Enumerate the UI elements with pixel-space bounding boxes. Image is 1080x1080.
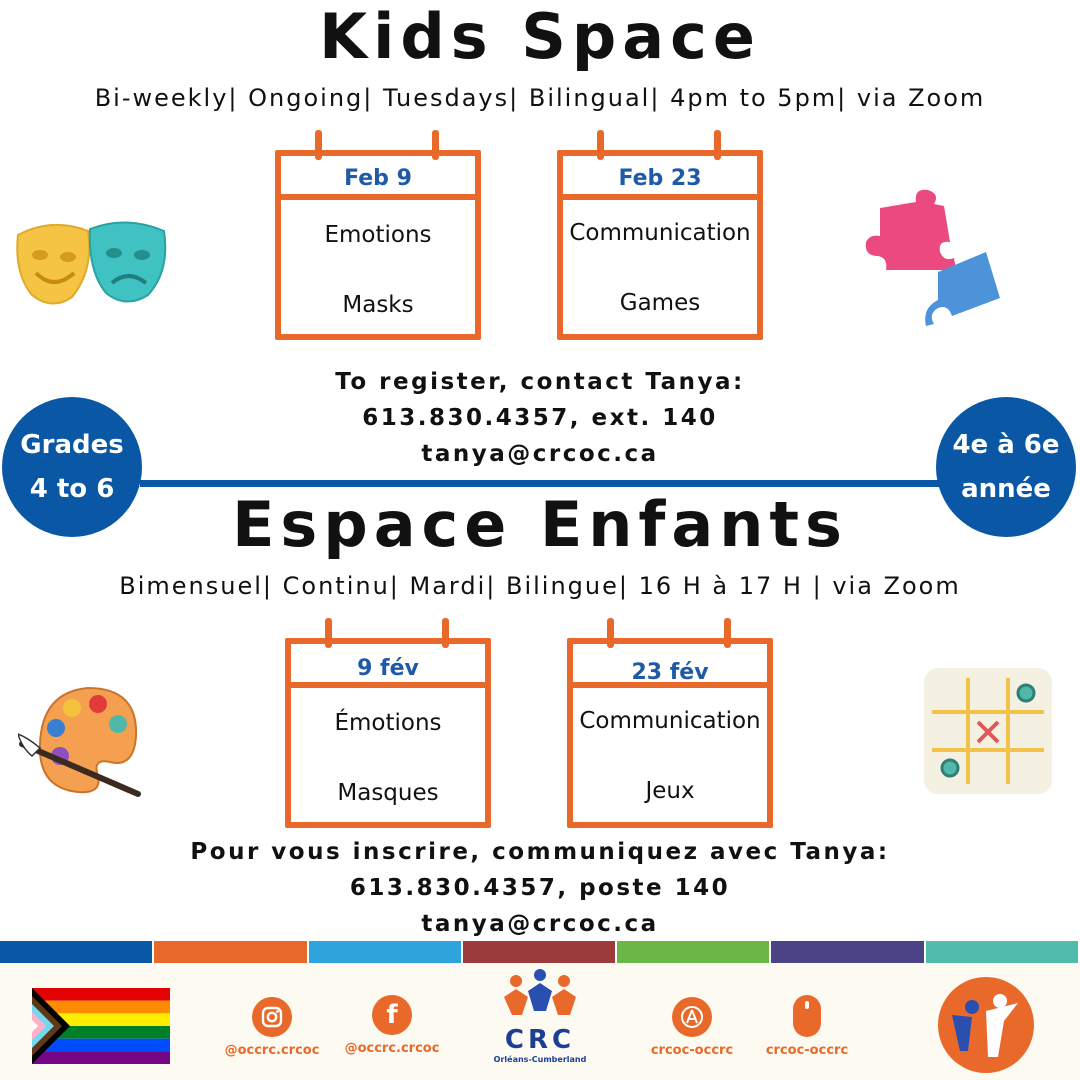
calendar-ring [597, 130, 604, 160]
calendar-card [567, 638, 773, 828]
calendar-header-bar [563, 194, 757, 200]
calendar-ring [724, 618, 731, 648]
web-handle: crcoc-occrc [765, 1043, 849, 1058]
session-date: Feb 9 [344, 166, 412, 191]
session-topic-1: Communication [569, 220, 751, 246]
session-date: 9 fév [357, 656, 419, 681]
badge-line: 4e à 6e [952, 430, 1060, 460]
color-stripe [0, 941, 152, 963]
calendar-card [285, 638, 491, 828]
phone-number: 613.830.4357, poste 140 [349, 875, 731, 901]
session-topic-2: Games [619, 290, 701, 316]
color-stripe [926, 941, 1078, 963]
english-contact [0, 364, 1080, 472]
calendar-ring [442, 618, 449, 648]
facebook-icon: f [372, 995, 412, 1035]
session-topic-1: Emotions [324, 222, 432, 248]
website-link[interactable] [755, 995, 859, 1058]
tic-tac-toe-icon [924, 668, 1052, 794]
badge-line: Grades [20, 430, 124, 460]
logo-subtext: Orléans-Cumberland [493, 1055, 587, 1064]
progress-pride-flag-icon [32, 988, 170, 1064]
app-handle: crcoc-occrc [650, 1043, 734, 1058]
app-store-link[interactable] [640, 997, 744, 1058]
calendar-ring [325, 618, 332, 648]
calendar-ring [432, 130, 439, 160]
facebook-handle: @occrc.crcoc [344, 1041, 440, 1056]
session-date: 23 fév [631, 660, 709, 685]
instagram-handle: @occrc.crcoc [224, 1043, 320, 1058]
register-text: Pour vous inscrire, communiquez avec Tanya: [190, 839, 890, 865]
instagram-link[interactable] [220, 997, 324, 1058]
email-link[interactable]: tanya@crcoc.ca [421, 911, 659, 937]
color-stripe [463, 941, 615, 963]
color-stripe [771, 941, 923, 963]
session-topic-2: Jeux [645, 778, 695, 804]
color-stripe [617, 941, 769, 963]
divider-line [140, 480, 940, 487]
session-topic-2: Masques [337, 780, 439, 806]
color-stripe [309, 941, 461, 963]
color-stripe [154, 941, 306, 963]
english-title: Kids Space [319, 0, 761, 73]
crc-logo-mark [500, 967, 580, 1029]
session-topic-2: Masks [342, 292, 414, 318]
calendar-header-bar [291, 682, 485, 688]
session-topic-1: Émotions [334, 710, 442, 736]
email-link[interactable]: tanya@crcoc.ca [421, 441, 659, 467]
puzzle-icon [860, 188, 1010, 328]
french-schedule: Bimensuel| Continu| Mardi| Bilingue| 16 H à 17 H | via Zoom [119, 572, 961, 600]
calendar-ring [714, 130, 721, 160]
facebook-link[interactable] [340, 995, 444, 1056]
session-date: Feb 23 [618, 166, 702, 191]
english-schedule: Bi-weekly| Ongoing| Tuesdays| Bilingual| 4pm to 5pm| via Zoom [94, 84, 986, 112]
logo-text: CRC [504, 1025, 576, 1055]
phone-number: 613.830.4357, ext. 140 [362, 405, 718, 431]
crc-logo [490, 967, 590, 1064]
organization-emblem-icon [938, 977, 1034, 1073]
theater-masks-icon [12, 215, 172, 315]
paint-palette-icon [18, 682, 148, 802]
calendar-ring [315, 130, 322, 160]
calendar-ring [607, 618, 614, 648]
french-contact [0, 834, 1080, 942]
app-store-icon [672, 997, 712, 1037]
register-text: To register, contact Tanya: [335, 369, 745, 395]
footer [0, 963, 1080, 1080]
french-title: Espace Enfants [232, 488, 848, 561]
badge-line: année [961, 474, 1051, 504]
badge-line: 4 to 6 [29, 474, 115, 504]
session-topic-1: Communication [579, 708, 761, 734]
mouse-icon [793, 995, 821, 1037]
instagram-icon [252, 997, 292, 1037]
calendar-header-bar [281, 194, 475, 200]
calendar-card [275, 150, 481, 340]
calendar-card [557, 150, 763, 340]
